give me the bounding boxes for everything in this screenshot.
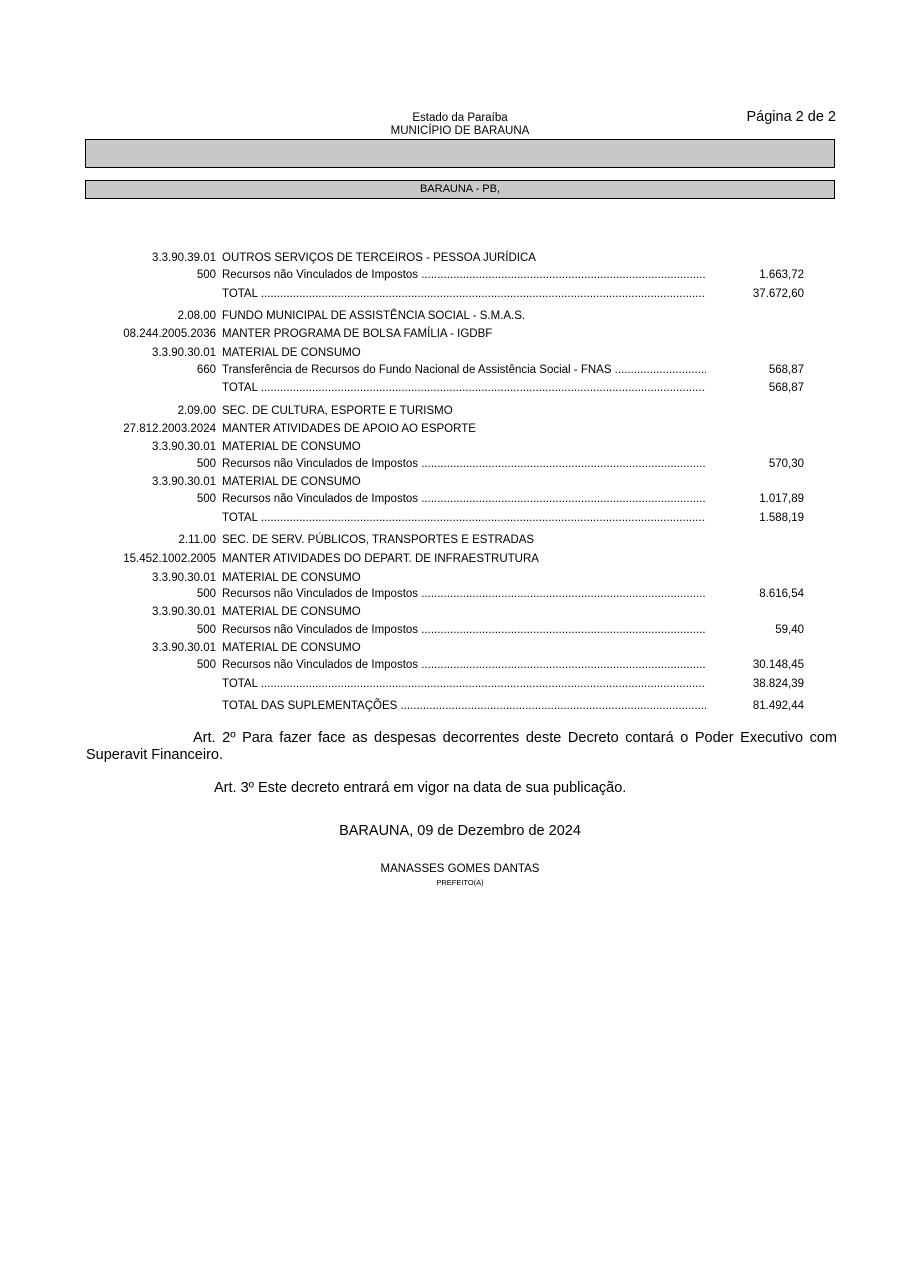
row-code: 3.3.90.30.01 [152,606,216,618]
signatory-title: PREFEITO(A) [436,878,484,887]
table-row [0,267,900,283]
table-row [0,604,900,620]
row-description: FUNDO MUNICIPAL DE ASSISTÊNCIA SOCIAL - S.M.A.S. [222,310,526,322]
header-gray-bar [85,139,835,168]
row-code: 500 [196,659,216,671]
table-row [0,570,900,586]
row-amount: 1.588,19 [759,512,804,524]
row-description: Recursos não Vinculados de Impostos ..... [222,586,706,602]
row-description: MATERIAL DE CONSUMO [222,572,361,584]
row-code: 500 [196,269,216,281]
row-description: TOTAL ..... [222,380,706,396]
row-description: MANTER PROGRAMA DE BOLSA FAMÍLIA - IGDBF [222,328,493,340]
table-row [0,286,900,302]
document-header [300,112,620,138]
table-row [0,380,900,396]
row-amount: 8.616,54 [759,588,804,600]
row-amount: 568,87 [768,364,804,376]
row-code: 3.3.90.30.01 [152,572,216,584]
row-code: 27.812.2003.2024 [123,423,216,435]
row-amount: 38.824,39 [752,678,804,690]
row-description: MANTER ATIVIDADES DO DEPART. DE INFRAESTRUTURA [222,553,539,565]
row-description: SEC. DE SERV. PÚBLICOS, TRANSPORTES E ESTRADAS [222,534,535,546]
row-description: TOTAL ..... [222,510,706,526]
table-row [0,532,900,548]
row-code: 660 [196,364,216,376]
table-row [0,657,900,673]
state-name: Estado da Paraíba [412,112,508,124]
table-row [0,456,900,472]
table-row [0,345,900,361]
row-code: 2.11.00 [178,534,216,546]
row-code: 3.3.90.30.01 [152,347,216,359]
table-row [0,491,900,507]
row-amount: 30.148,45 [752,659,804,671]
row-description: Recursos não Vinculados de Impostos ..... [222,456,706,472]
row-description: MATERIAL DE CONSUMO [222,347,361,359]
table-row [0,403,900,419]
row-code: 500 [196,458,216,470]
row-description: MATERIAL DE CONSUMO [222,606,361,618]
table-row [0,622,900,638]
row-description: Recursos não Vinculados de Impostos ..... [222,657,706,673]
table-row [0,586,900,602]
row-description: Recursos não Vinculados de Impostos ..... [222,622,706,638]
row-description: TOTAL ..... [222,676,706,692]
row-description: MATERIAL DE CONSUMO [222,441,361,453]
row-description: MATERIAL DE CONSUMO [222,476,361,488]
row-code: 500 [196,624,216,636]
table-row [0,250,900,266]
row-amount: 81.492,44 [752,700,804,712]
row-description: MATERIAL DE CONSUMO [222,642,361,654]
row-code: 2.09.00 [177,405,216,417]
table-row [0,326,900,342]
page-number: Página 2 de 2 [746,109,836,125]
row-code: 500 [196,588,216,600]
table-row [0,421,900,437]
row-code: 15.452.1002.2005 [123,553,216,565]
row-amount: 59,40 [775,624,804,636]
row-amount: 37.672,60 [752,288,804,300]
row-amount: 1.017,89 [759,493,804,505]
row-description: TOTAL ..... [222,286,706,302]
row-description: TOTAL DAS SUPLEMENTAÇÕES ..... [222,698,706,714]
row-description: Transferência de Recursos do Fundo Nacional de Assistência Social - FNAS ..... [222,362,706,378]
table-row [0,640,900,656]
row-description: SEC. DE CULTURA, ESPORTE E TURISMO [222,405,453,417]
row-code: 3.3.90.39.01 [152,252,216,264]
city-date: BARAUNA, 09 de Dezembro de 2024 [339,823,581,839]
table-row [0,510,900,526]
table-row [0,308,900,324]
row-code: 08.244.2005.2036 [123,328,216,340]
signatory-name: MANASSES GOMES DANTAS [380,863,540,875]
row-amount: 570,30 [768,458,804,470]
row-code: 3.3.90.30.01 [152,642,216,654]
row-description: OUTROS SERVIÇOS DE TERCEIROS - PESSOA JURÍDICA [222,252,536,264]
row-code: 3.3.90.30.01 [152,476,216,488]
row-code: 500 [196,493,216,505]
table-row [0,551,900,567]
row-description: Recursos não Vinculados de Impostos ..... [222,491,706,507]
row-code: 2.08.00 [177,310,216,322]
article-2: Art. 2º Para fazer face as despesas decorrentes deste Decreto contará o Poder Executivo com Superavit Financeiro. [86,730,837,763]
table-row [0,474,900,490]
row-description: Recursos não Vinculados de Impostos ..... [222,267,706,283]
location-bar: BARAUNA - PB, [85,180,835,199]
row-amount: 568,87 [768,382,804,394]
row-code: 3.3.90.30.01 [152,441,216,453]
table-row [0,362,900,378]
municipality-name: MUNICÍPIO DE BARAUNA [390,125,530,137]
table-row [0,698,900,714]
row-description: MANTER ATIVIDADES DE APOIO AO ESPORTE [222,423,476,435]
article-3: Art. 3º Este decreto entrará em vigor na data de sua publicação. [214,780,627,796]
row-amount: 1.663,72 [759,269,804,281]
table-row [0,439,900,455]
table-row [0,676,900,692]
